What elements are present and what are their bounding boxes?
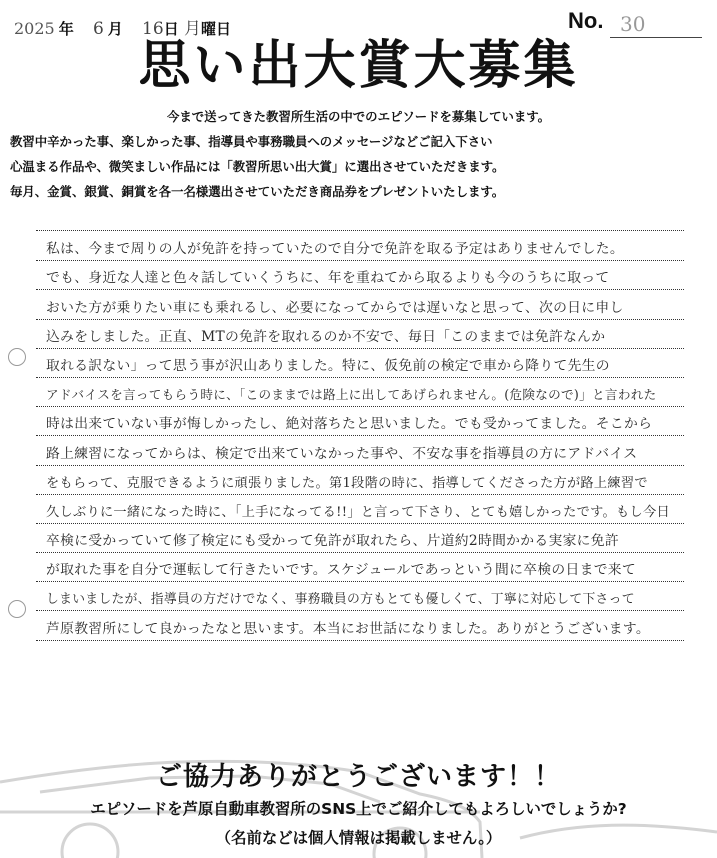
thanks-message: ご協力ありがとうございます！！ [155,762,561,792]
essay-line [36,495,684,524]
ruled-line [36,230,684,231]
essay-line [36,407,684,436]
day-label: 日 [163,20,179,38]
essay-line [36,466,684,495]
month-label: 月 [107,20,123,38]
essay-text: でも、身近な人達と色々話していくうちに、年を重ねてから取るよりも今のうちに取って [46,270,610,287]
punch-hole-icon [8,600,26,618]
essay-text: 卒検に受かっていて修了検定にも受かって免許が取れたら、片道約2時間かかる実家に免許 [46,533,619,550]
essay-text: が取れた事を自分で運転して行きたいです。スケジュールであっという間に卒検の日まで来て [46,562,636,579]
number-value: 30 [620,12,646,36]
year-label: 年 [58,20,74,38]
number-label: No. [568,8,604,33]
essay-line [36,378,684,407]
day-value: 16 [142,19,164,39]
essay-line [36,320,684,349]
essay-text: アドバイスを言ってもらう時に、「このままでは路上に出してあげられません。(危険なので)」と言われた [46,387,657,403]
intro-line: 今まで送ってきた教習所生活の中でのエピソードを募集しています。 [166,109,551,124]
essay-line [36,261,684,290]
weekday-label: 曜日 [200,20,231,38]
year-value: 2025 [14,19,55,38]
essay-line [36,524,684,553]
intro-text [10,104,707,204]
intro-line: 毎月、金賞、銀賞、銅賞を各一名様選出させていただき商品券をプレゼントいたします。 [10,184,505,199]
essay-text: しまいましたが、指導員の方だけでなく、事務職員の方もとても優しくて、丁寧に対応して下さって [46,592,635,608]
essay-text: 私は、今まで周りの人が免許を持っていたので自分で免許を取る予定はありませんでした。 [46,241,624,258]
essay-line [36,611,684,640]
essay-text: 芦原教習所にして良かったなと思います。本当にお世話になりました。ありがとうございます。 [46,620,650,637]
essay-text: 久しぶりに一緒になった時に、「上手になってる!!」と言って下さり、とても嬉しかったです。もし今日 [46,504,670,520]
month-value: 6 [92,19,104,39]
essay-line [36,232,684,261]
essay-area [36,232,684,641]
essay-text: 時は出来ていない事が悔しかったし、絶対落ちたと思いました。でも受かってました。そこから [46,416,653,433]
essay-text: 込みをしました。正直、MTの免許を取れるのか不安で、毎日「このままでは免許なんか [46,328,606,345]
privacy-note: （名前などは個人情報は掲載しません。） [215,829,502,847]
essay-line [36,290,684,319]
essay-text: 取れる訳ない」って思う事が沢山ありました。特に、仮免前の検定で車から降りて先生の [46,357,610,374]
essay-text: 路上練習になってからは、検定で出来ていなかった事や、不安な事を指導員の方にアドバイス [46,445,638,462]
intro-line: 心温まる作品や、微笑ましい作品には「教習所思い出大賞」に選出させていただきます。 [10,159,505,174]
punch-hole-icon [8,348,26,366]
essay-line [36,436,684,465]
weekday-value: 月 [183,19,201,39]
essay-text: おいた方が乗りたい車にも乗れるし、必要になってからでは遅いなと思って、次の日に申し [46,299,624,316]
intro-line: 教習中辛かった事、楽しかった事、指導員や事務職員へのメッセージなどご記入下さい [10,134,493,149]
essay-text: をもらって、克服できるように頑張りました。第1段階の時に、指導してくださった方が路上練習で [46,475,648,491]
essay-line [36,582,684,611]
sns-consent-question: エピソードを芦原自動車教習所のSNS上でご紹介してもよろしいでしょうか? [90,800,627,818]
essay-line [36,553,684,582]
page-title: 思い出大賞大募集 [138,36,579,96]
essay-line [36,349,684,378]
